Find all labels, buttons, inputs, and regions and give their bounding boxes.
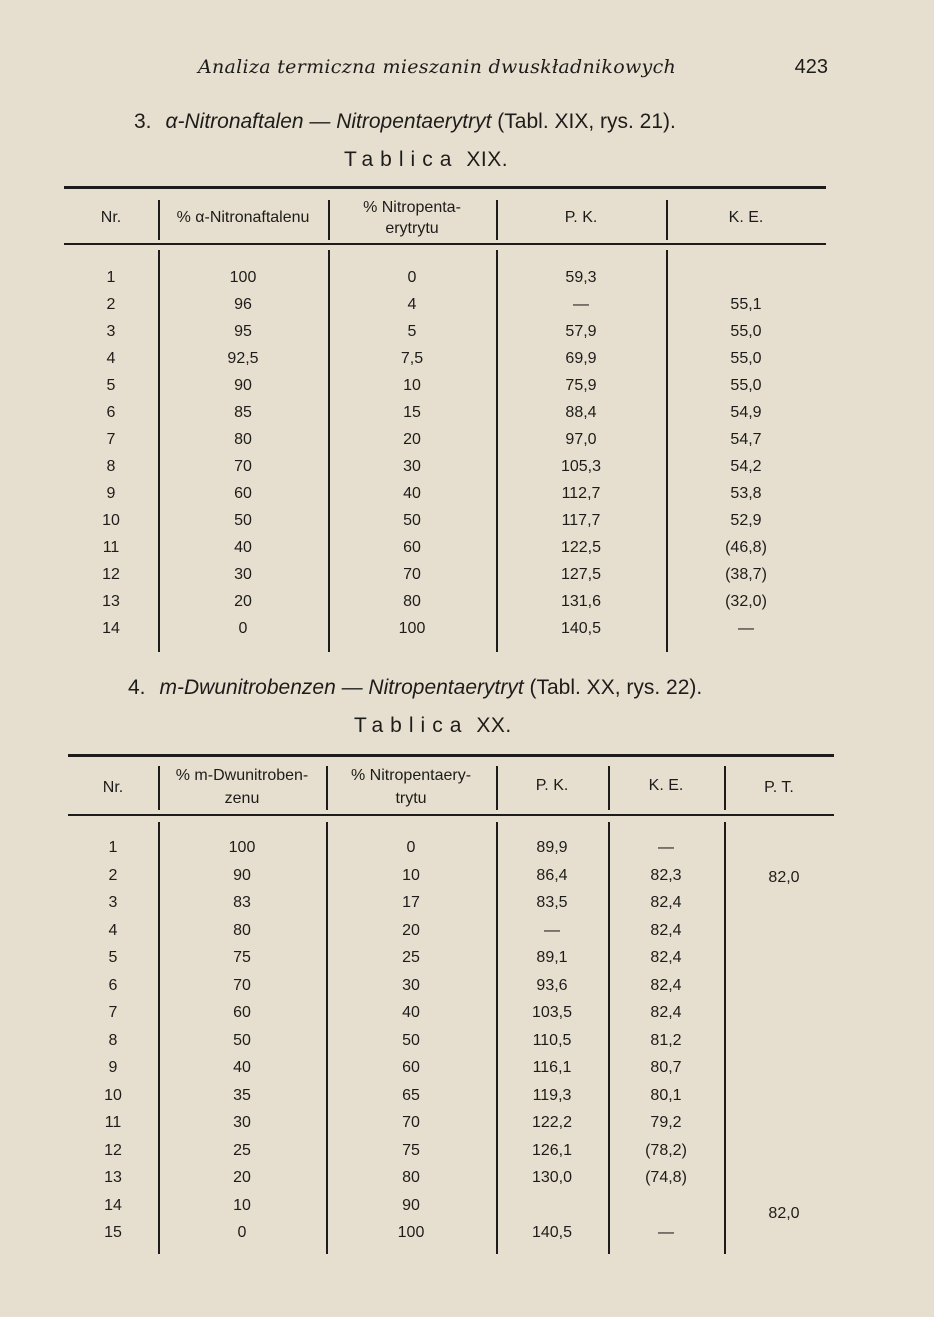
header-nr: Nr. xyxy=(100,209,122,226)
cell-nr: 11 xyxy=(102,539,120,556)
cell-ke: (46,8) xyxy=(725,539,767,556)
cell-percent-b: 0 xyxy=(407,269,417,286)
cell-nr: 5 xyxy=(108,949,118,966)
cell-percent-b: 4 xyxy=(407,296,417,313)
header-pt: P. T. xyxy=(764,779,794,796)
cell-percent-b: 40 xyxy=(402,1004,420,1021)
column-divider xyxy=(158,200,160,240)
cell-nr: 9 xyxy=(106,485,116,502)
cell-percent-b: 15 xyxy=(403,404,421,421)
header-pk: P. K. xyxy=(564,209,598,226)
cell-percent-b: 60 xyxy=(403,539,421,556)
cell-ke: 54,2 xyxy=(730,458,762,475)
cell-nr: 2 xyxy=(108,866,118,884)
cell-pt: 82,0 xyxy=(768,868,800,886)
section-4-heading xyxy=(128,676,702,700)
header-percent-a-line1: % m-Dwunitroben- xyxy=(175,767,309,784)
column-divider xyxy=(666,200,668,240)
cell-pt: 82,0 xyxy=(768,1204,800,1222)
cell-ke: 82,4 xyxy=(650,921,682,939)
cell-percent-a: 35 xyxy=(233,1086,251,1104)
cell-pk: 93,6 xyxy=(536,976,568,994)
cell-percent-a: 40 xyxy=(233,1059,251,1076)
cell-nr: 14 xyxy=(102,620,120,637)
column-divider xyxy=(328,200,330,240)
cell-nr: 7 xyxy=(106,431,116,448)
table-20 xyxy=(68,754,834,1258)
cell-percent-a: 90 xyxy=(234,377,252,394)
cell-percent-b: 10 xyxy=(403,377,421,394)
cell-percent-a: 50 xyxy=(234,512,252,529)
cell-pk: 112,7 xyxy=(561,485,601,502)
section-number: 3. xyxy=(134,110,152,133)
cell-percent-b: 100 xyxy=(398,620,426,637)
table-title-word: Tablica xyxy=(344,148,459,171)
cell-percent-b: 100 xyxy=(397,1224,425,1241)
cell-pk: 88,4 xyxy=(565,404,597,421)
cell-percent-a: 80 xyxy=(233,921,251,939)
table-19-title xyxy=(344,148,508,172)
cell-percent-b: 0 xyxy=(406,839,416,856)
cell-nr: 5 xyxy=(106,377,116,394)
cell-ke: 82,4 xyxy=(650,1004,682,1021)
cell-percent-a: 95 xyxy=(234,323,252,340)
cell-nr: 8 xyxy=(106,458,116,475)
cell-pk: 103,5 xyxy=(531,1004,573,1021)
cell-ke: (38,7) xyxy=(725,566,767,583)
cell-nr: 2 xyxy=(106,296,116,313)
cell-ke: 80,1 xyxy=(650,1086,682,1104)
cell-percent-a: 60 xyxy=(233,1004,251,1021)
column-divider xyxy=(608,766,610,810)
cell-pk: 110,5 xyxy=(532,1031,572,1049)
cell-pk: — xyxy=(544,921,560,939)
cell-percent-a: 10 xyxy=(233,1196,251,1214)
cell-percent-b: 90 xyxy=(402,1196,420,1214)
column-divider xyxy=(496,200,498,240)
cell-pk: 89,9 xyxy=(536,839,568,856)
top-rule xyxy=(64,186,826,189)
cell-percent-b: 40 xyxy=(403,485,421,502)
section-number: 4. xyxy=(128,676,146,699)
cell-percent-a: 90 xyxy=(233,866,251,884)
top-rule xyxy=(68,754,834,757)
cell-percent-a: 100 xyxy=(228,839,256,856)
cell-ke: (78,2) xyxy=(645,1141,687,1159)
cell-pk: 83,5 xyxy=(536,894,568,911)
cell-ke: 55,1 xyxy=(730,296,762,313)
header-rule xyxy=(68,814,834,816)
cell-percent-b: 30 xyxy=(402,976,420,994)
cell-percent-b: 75 xyxy=(402,1141,420,1159)
cell-nr: 4 xyxy=(108,921,118,939)
cell-ke: 82,4 xyxy=(650,949,682,966)
cell-nr: 6 xyxy=(108,976,118,994)
cell-percent-b: 80 xyxy=(402,1169,420,1186)
cell-percent-a: 20 xyxy=(234,593,252,610)
cell-percent-a: 0 xyxy=(237,1224,247,1241)
cell-percent-a: 0 xyxy=(238,620,248,637)
cell-pk: 86,4 xyxy=(536,866,568,884)
header-percent-a-line2: zenu xyxy=(224,790,260,807)
cell-pk: 69,9 xyxy=(565,350,597,367)
cell-ke: 55,0 xyxy=(730,323,762,340)
cell-percent-a: 85 xyxy=(234,404,252,421)
cell-ke: 55,0 xyxy=(730,377,762,394)
table-title-word: Tablica xyxy=(354,714,469,737)
cell-nr: 13 xyxy=(102,593,120,610)
cell-ke: 82,4 xyxy=(650,894,682,911)
header-percent-a: % α-Nitronaftalenu xyxy=(176,209,310,226)
cell-pk: 126,1 xyxy=(531,1141,573,1159)
cell-percent-b: 50 xyxy=(403,512,421,529)
cell-percent-b: 20 xyxy=(402,921,420,939)
running-head xyxy=(60,56,830,80)
cell-percent-b: 7,5 xyxy=(400,350,424,367)
column-divider xyxy=(724,766,726,810)
cell-nr: 13 xyxy=(104,1169,122,1186)
cell-percent-b: 70 xyxy=(402,1114,420,1131)
cell-percent-b: 65 xyxy=(402,1086,420,1104)
cell-pk: 75,9 xyxy=(565,377,597,394)
cell-nr: 1 xyxy=(108,839,118,856)
header-ke: K. E. xyxy=(648,777,684,794)
cell-nr: 12 xyxy=(102,566,120,583)
cell-percent-b: 20 xyxy=(403,431,421,448)
running-head-title: Analiza termiczna mieszanin dwuskładnikowych xyxy=(198,56,677,78)
cell-ke: 53,8 xyxy=(730,485,762,502)
cell-ke: — xyxy=(658,1224,674,1241)
cell-percent-b: 25 xyxy=(402,949,420,966)
column-divider xyxy=(496,766,498,810)
cell-nr: 8 xyxy=(108,1031,118,1049)
section-3-heading xyxy=(134,110,676,134)
table-20-title xyxy=(354,714,512,738)
cell-pk: 127,5 xyxy=(560,566,602,583)
cell-pk: 140,5 xyxy=(560,620,602,637)
cell-percent-a: 25 xyxy=(233,1141,251,1159)
cell-ke: — xyxy=(658,839,674,856)
section-title: m-Dwunitrobenzen — Nitropentaerytryt xyxy=(159,676,524,699)
cell-nr: 1 xyxy=(106,269,116,286)
header-pk: P. K. xyxy=(535,777,569,794)
cell-percent-a: 60 xyxy=(234,485,252,502)
cell-percent-a: 20 xyxy=(233,1169,251,1186)
cell-percent-a: 70 xyxy=(234,458,252,475)
cell-pk: 116,1 xyxy=(532,1059,572,1076)
cell-nr: 9 xyxy=(108,1059,118,1076)
cell-nr: 11 xyxy=(104,1114,122,1131)
cell-pk: 97,0 xyxy=(565,431,597,448)
cell-ke: 54,7 xyxy=(730,431,762,448)
header-rule xyxy=(64,243,826,245)
table-title-number: XX. xyxy=(476,714,512,737)
cell-nr: 3 xyxy=(108,894,118,911)
column-divider xyxy=(158,766,160,810)
header-ke: K. E. xyxy=(728,209,764,226)
cell-pk: 131,6 xyxy=(560,593,602,610)
cell-percent-b: 70 xyxy=(403,566,421,583)
cell-nr: 10 xyxy=(104,1086,122,1104)
cell-pk: 130,0 xyxy=(531,1169,573,1186)
cell-ke: 82,4 xyxy=(650,976,682,994)
cell-percent-a: 75 xyxy=(233,949,251,966)
cell-ke: (74,8) xyxy=(645,1169,687,1186)
cell-percent-a: 30 xyxy=(233,1114,251,1131)
header-percent-b-line2: trytu xyxy=(395,790,427,807)
cell-nr: 3 xyxy=(106,323,116,340)
cell-nr: 4 xyxy=(106,350,116,367)
cell-nr: 12 xyxy=(104,1141,122,1159)
cell-pk: — xyxy=(573,296,589,313)
page-number: 423 xyxy=(794,56,828,78)
header-percent-b-line1: % Nitropenta- xyxy=(363,199,461,216)
header-percent-b-line2: erytrytu xyxy=(385,220,439,237)
cell-pk: 122,2 xyxy=(531,1114,573,1131)
cell-pk: 122,5 xyxy=(560,539,602,556)
header-nr: Nr. xyxy=(102,779,124,796)
cell-percent-b: 50 xyxy=(402,1031,420,1049)
cell-percent-a: 80 xyxy=(234,431,252,448)
cell-ke: 54,9 xyxy=(730,404,762,421)
cell-ke: 79,2 xyxy=(650,1114,682,1131)
cell-pk: 59,3 xyxy=(565,269,597,286)
cell-nr: 6 xyxy=(106,404,116,421)
section-reference: (Tabl. XX, rys. 22). xyxy=(529,676,703,699)
cell-pk: 140,5 xyxy=(531,1224,573,1241)
cell-percent-b: 17 xyxy=(402,894,420,911)
cell-pk: 57,9 xyxy=(565,323,597,340)
cell-percent-b: 80 xyxy=(403,593,421,610)
cell-ke: 55,0 xyxy=(730,350,762,367)
cell-nr: 14 xyxy=(104,1196,122,1214)
cell-ke: (32,0) xyxy=(725,593,767,610)
cell-percent-a: 30 xyxy=(234,566,252,583)
cell-pk: 117,7 xyxy=(561,512,601,529)
cell-nr: 10 xyxy=(102,512,120,529)
cell-percent-b: 5 xyxy=(407,323,417,340)
cell-ke: 81,2 xyxy=(650,1031,682,1049)
cell-ke: 82,3 xyxy=(650,866,682,884)
cell-percent-a: 100 xyxy=(229,269,257,286)
cell-nr: 15 xyxy=(104,1224,122,1241)
cell-percent-a: 70 xyxy=(233,976,251,994)
section-title: α-Nitronaftalen — Nitropentaerytryt xyxy=(165,110,492,133)
cell-percent-b: 60 xyxy=(402,1059,420,1076)
cell-percent-a: 96 xyxy=(234,296,252,313)
cell-percent-b: 30 xyxy=(403,458,421,475)
cell-nr: 7 xyxy=(108,1004,118,1021)
header-percent-b-line1: % Nitropentaery- xyxy=(350,767,472,784)
table-19 xyxy=(64,186,826,656)
table-title-number: XIX. xyxy=(466,148,509,171)
cell-percent-a: 83 xyxy=(233,894,251,911)
cell-percent-a: 92,5 xyxy=(227,350,259,367)
cell-pk: 119,3 xyxy=(532,1086,572,1104)
section-reference: (Tabl. XIX, rys. 21). xyxy=(497,110,676,133)
cell-ke: 52,9 xyxy=(730,512,762,529)
cell-percent-b: 10 xyxy=(402,866,420,884)
cell-ke: — xyxy=(738,620,754,637)
cell-percent-a: 50 xyxy=(233,1031,251,1049)
cell-percent-a: 40 xyxy=(234,539,252,556)
cell-ke: 80,7 xyxy=(650,1059,682,1076)
cell-pk: 105,3 xyxy=(560,458,602,475)
column-divider xyxy=(326,766,328,810)
cell-pk: 89,1 xyxy=(536,949,568,966)
